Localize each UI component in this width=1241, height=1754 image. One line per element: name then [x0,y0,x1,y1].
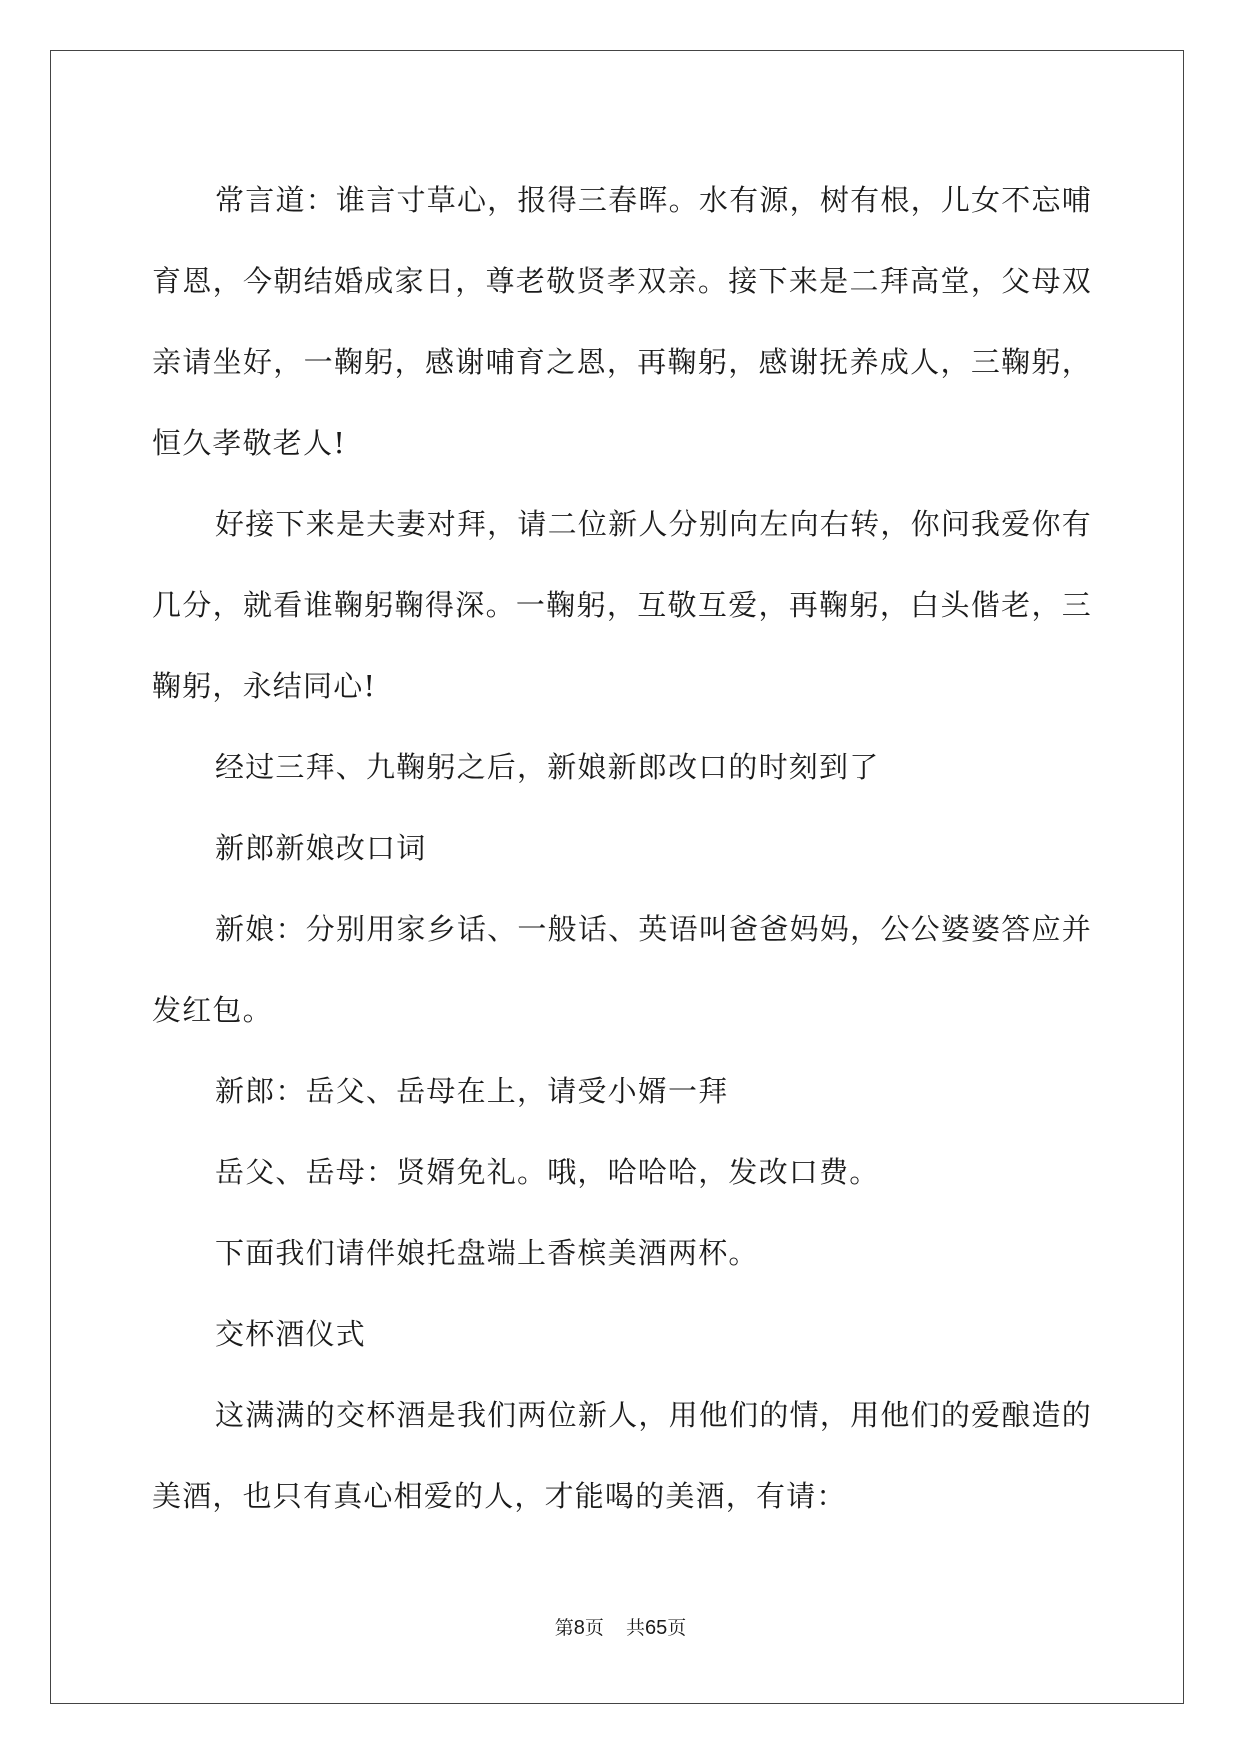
page-prefix: 第 [554,1617,574,1639]
paragraph: 好接下来是夫妻对拜，请二位新人分别向左向右转，你问我爱你有几分，就看谁鞠躬鞠得深。一鞠躬，互敬互爱，再鞠躬，白头偕老，三鞠躬，永结同心! [152,507,1092,703]
page-footer [0,1616,1241,1640]
page-number: 8 [573,1617,585,1639]
paragraph: 下面我们请伴娘托盘端上香槟美酒两杯。 [215,1236,759,1270]
paragraph: 新娘：分别用家乡话、一般话、英语叫爸爸妈妈，公公婆婆答应并发红包。 [152,912,1092,1027]
paragraph: 常言道：谁言寸草心，报得三春晖。水有源，树有根，儿女不忘哺育恩，今朝结婚成家日，尊老敬贤孝双亲。接下来是二拜高堂，父母双亲请坐好，一鞠躬，感谢哺育之恩，再鞠躬，感谢抚养成人，三鞠躬，恒久孝敬老人! [152,183,1092,460]
total-prefix: 共 [625,1617,645,1639]
paragraph: 这满满的交杯酒是我们两位新人，用他们的情，用他们的爱酿造的美酒，也只有真心相爱的人，才能喝的美酒，有请： [152,1398,1092,1513]
section-heading: 新郎新娘改口词 [215,831,427,865]
page-suffix: 页 [584,1617,604,1639]
paragraph: 岳父、岳母：贤婿免礼。哦，哈哈哈，发改口费。 [215,1155,880,1189]
paragraph: 新郎：岳父、岳母在上，请受小婿一拜 [215,1074,729,1108]
paragraph: 经过三拜、九鞠躬之后，新娘新郎改口的时刻到了 [215,750,880,784]
document-body [152,160,1092,1537]
section-heading: 交杯酒仪式 [215,1317,367,1351]
total-suffix: 页 [667,1617,687,1639]
total-pages: 65 [644,1617,668,1639]
